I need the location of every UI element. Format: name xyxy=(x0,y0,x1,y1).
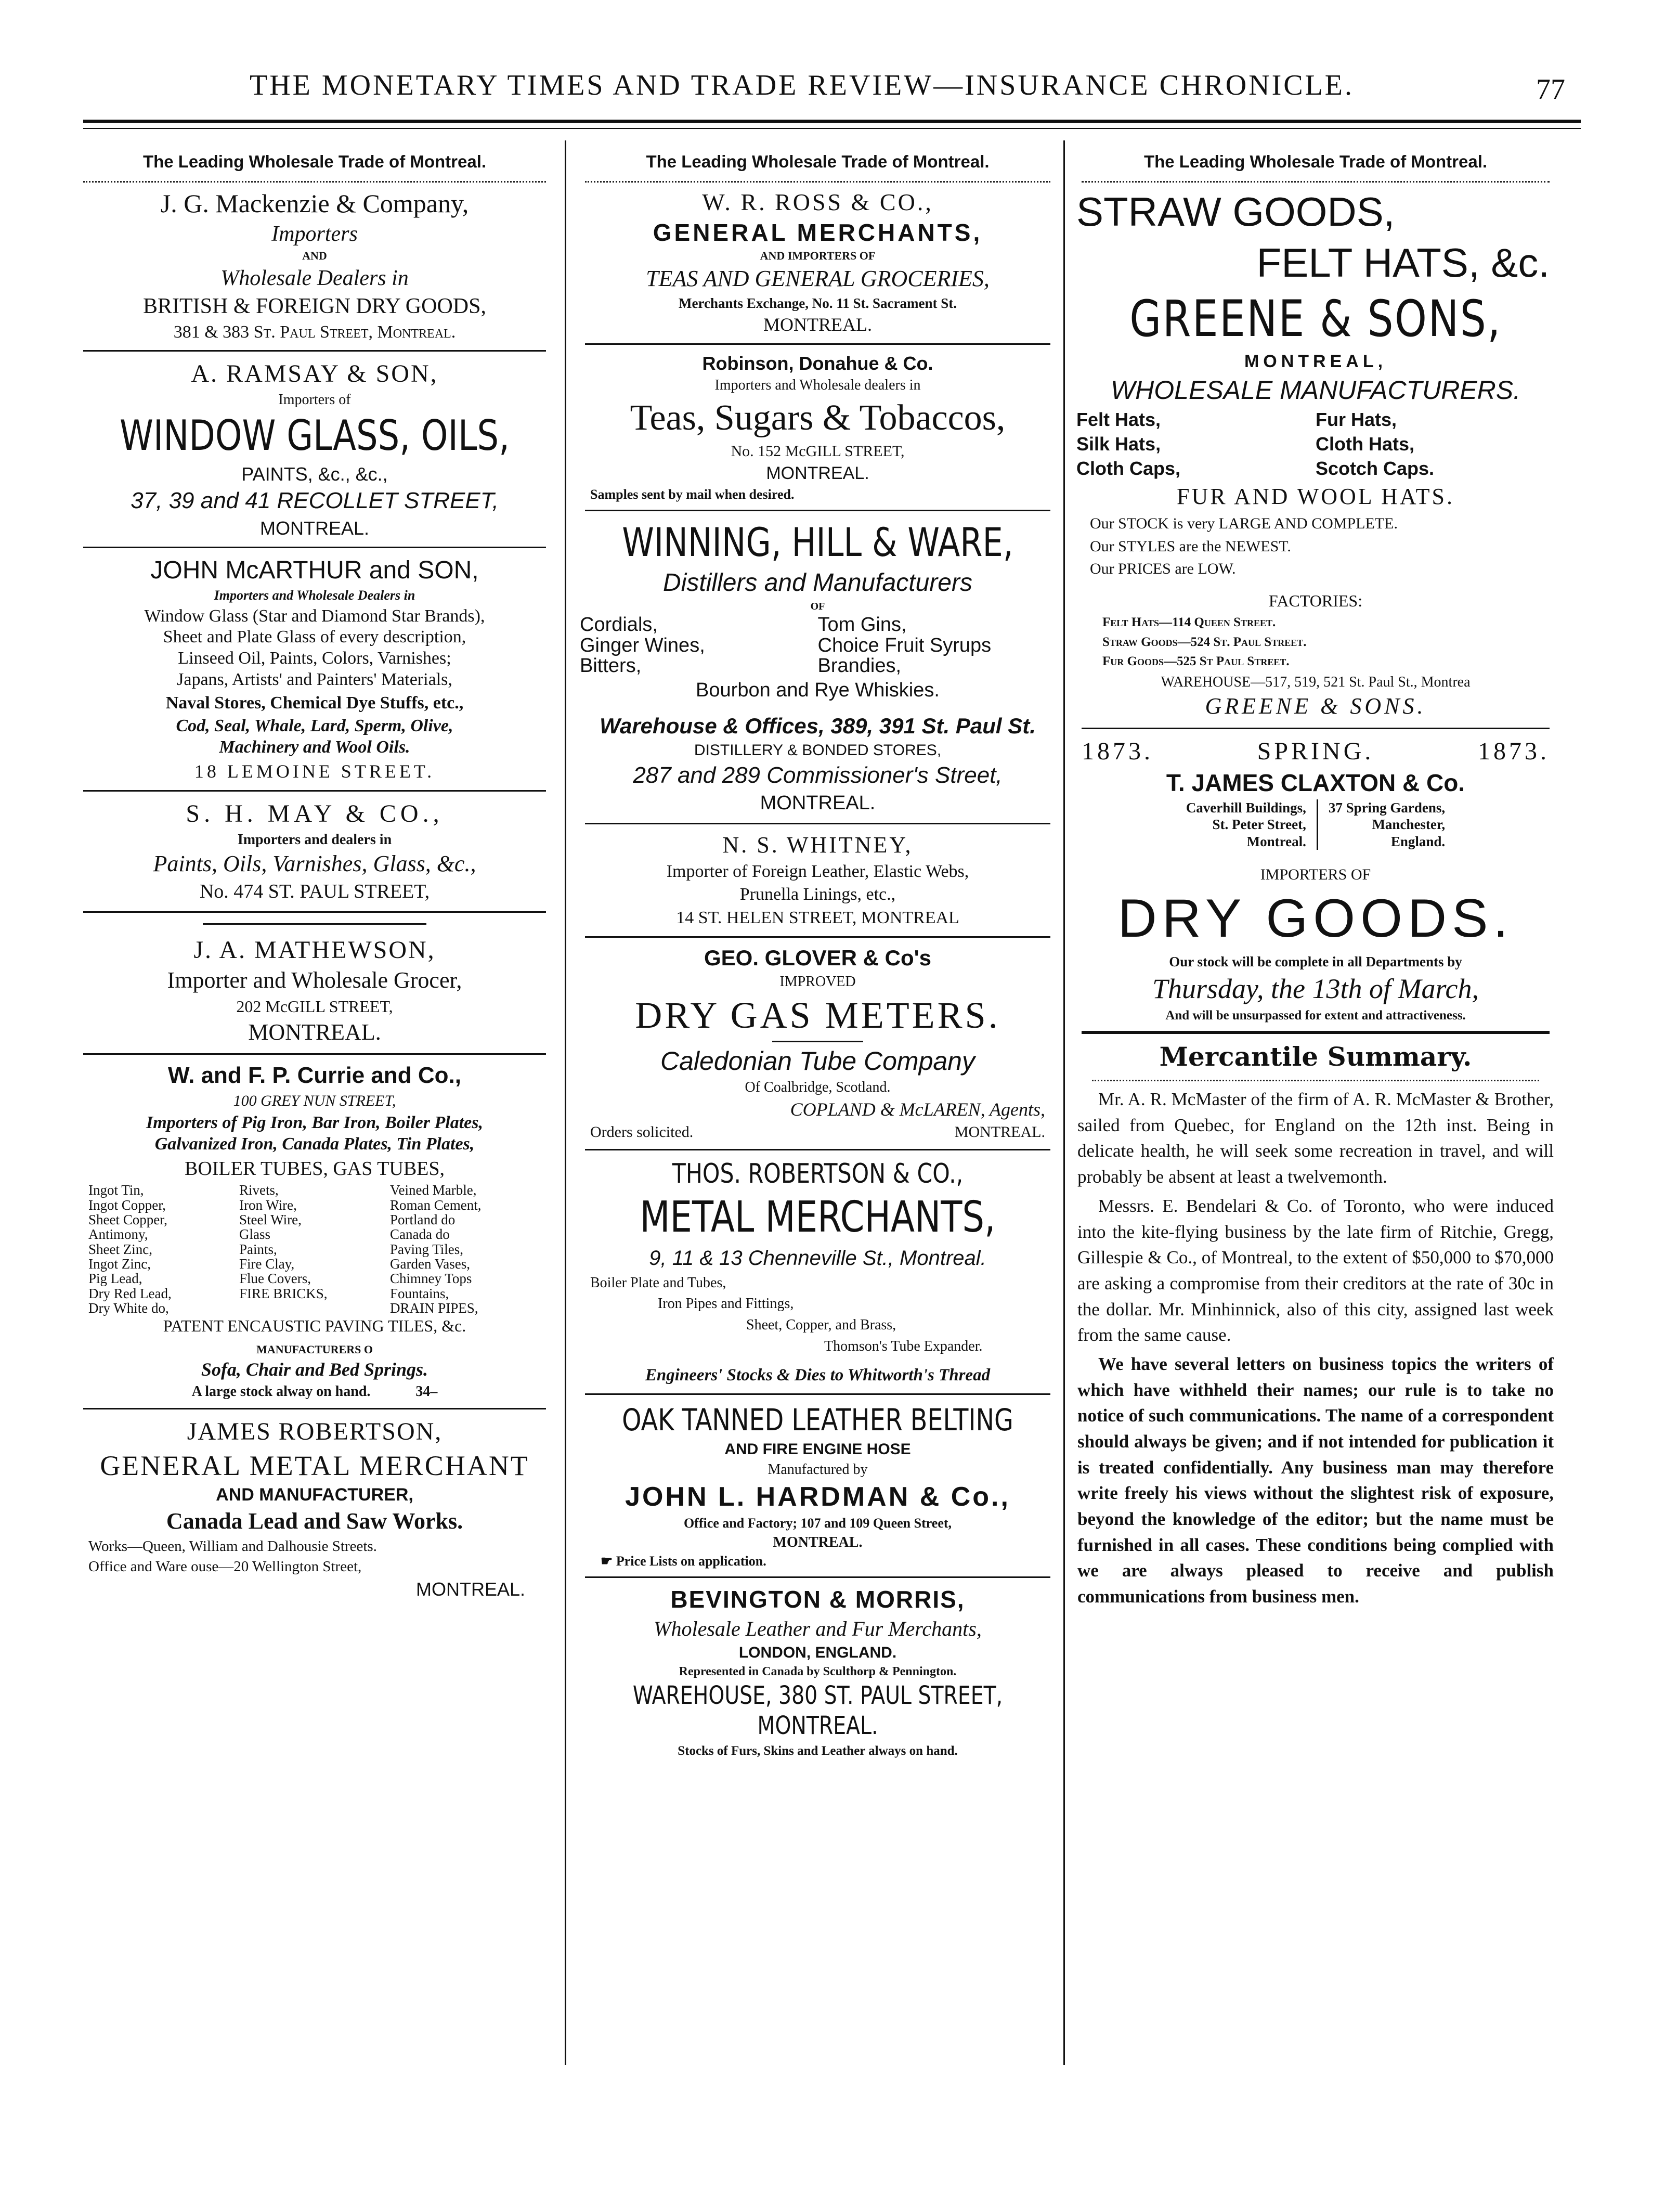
address-montreal xyxy=(1176,799,1318,850)
ad-address: 202 McGILL STREET, xyxy=(236,997,393,1016)
ad-headline: METAL MERCHANTS, xyxy=(640,1193,996,1243)
summary-paragraph: Messrs. E. Bendelari & Co. of Toronto, who were induced into the kite-flying business by the late firm of Ritchie, Gregg, Gillespie & Co., of Montreal, to the extent of $50,000 to $70,000 are asking a compromise from their creditors at the rate of 30c in the dollar. Mr. Minhinnick, also of this city, assigned last week from the same cause. xyxy=(1077,1195,1554,1346)
divider xyxy=(585,1576,1050,1578)
masthead-rule-thin xyxy=(83,128,1581,129)
goods-list xyxy=(73,1183,556,1315)
stock-note: A large stock alway on hand. xyxy=(191,1383,371,1400)
ad-line: Importer and Wholesale Grocer, xyxy=(167,967,462,993)
ad-address: 100 GREY NUN STREET, xyxy=(233,1092,396,1110)
ad-line: WHOLESALE MANUFACTURERS. xyxy=(1110,376,1521,405)
ad-robinson xyxy=(575,352,1061,502)
address-line: Manchester, xyxy=(1372,817,1446,833)
ad-title: BEVINGTON & MORRIS, xyxy=(670,1586,965,1613)
ad-line: Caledonian Tube Company xyxy=(660,1046,975,1076)
ad-line: Japans, Artists' and Painters' Materials, xyxy=(177,669,452,689)
ad-line: AND MANUFACTURER, xyxy=(216,1485,413,1505)
ad-line: Manufactured by xyxy=(768,1461,868,1478)
ad-line: Prunella Linings, etc., xyxy=(739,885,896,904)
ad-line xyxy=(575,1123,1061,1142)
ad-city: MONTREAL, xyxy=(1244,352,1387,372)
ad-address: WAREHOUSE, 380 ST. PAUL STREET, MONTREAL. xyxy=(632,1681,1003,1740)
ad-bevington xyxy=(575,1585,1061,1758)
ad-line: Thursday, the 13th of March, xyxy=(1152,973,1479,1005)
ad-headline: STRAW GOODS, xyxy=(1076,189,1395,235)
ad-line: BRITISH & FOREIGN DRY GOODS, xyxy=(142,294,486,319)
ad-line: PATENT ENCAUSTIC PAVING TILES, &c. xyxy=(163,1316,466,1335)
ad-line xyxy=(575,1553,1061,1569)
ad-address: Office and Factory; 107 and 109 Queen Street, xyxy=(683,1516,952,1531)
divider xyxy=(585,510,1050,511)
goods-item: Ingot Copper, xyxy=(88,1197,166,1213)
ad-address: 287 and 289 Commissioner's Street, xyxy=(633,762,1003,788)
ad-note: Samples sent by mail when desired. xyxy=(590,486,795,502)
ad-line: Engineers' Stocks & Dies to Whitworth's Thread xyxy=(645,1366,991,1385)
summary-paragraph: We have several letters on business topics the writers of which have withheld their names; our rule is to take no notice of such communications. The name of a correspondent should always be given; and if not intended for publication it is treated confidentially. Any business man may therefore write freely his views without the slightest risk of exposure, beyond the knowledge of the editor; but the name must be furnished in all cases. These conditions being complied with we are always pleased to receive and publish communications from business men. xyxy=(1077,1353,1554,1607)
goods-item: Antimony, xyxy=(88,1226,148,1243)
ad-line: Importers of xyxy=(278,391,351,408)
factory-line: Fur Goods—525 St Paul Street. xyxy=(1102,654,1290,669)
ad-line: Galvanized Iron, Canada Plates, Tin Plates, xyxy=(154,1134,475,1154)
masthead-rule xyxy=(83,120,1581,123)
year: 1873. xyxy=(1082,738,1153,766)
publication-title: THE MONETARY TIMES AND TRADE REVIEW—INSURANCE CHRONICLE. xyxy=(250,69,1355,101)
ad-line: Importers and Wholesale Dealers in xyxy=(214,588,415,603)
ad-line: AND IMPORTERS OF xyxy=(760,249,876,263)
ad-reference: 34– xyxy=(415,1383,438,1400)
ad-line: Warehouse & Offices, 389, 391 St. Paul St. xyxy=(600,713,1036,738)
wavy-divider xyxy=(585,176,1050,183)
ad-line: Importers and dealers in xyxy=(237,831,392,848)
ad-line: Wholesale Dealers in xyxy=(220,266,409,290)
summary-paragraph: Mr. A. R. McMaster of the firm of A. R. McMaster & Brother, sailed from Quebec, for England on the 12th inst. Being in delicate health, he will seek some recreation in travel, and will probably be absent at least a twelvemonth. xyxy=(1077,1089,1554,1187)
wavy-divider xyxy=(83,176,546,183)
ad-line: OF xyxy=(810,600,825,612)
ad-line: Canada Lead and Saw Works. xyxy=(166,1508,463,1534)
short-divider xyxy=(772,1041,863,1042)
wavy-divider xyxy=(1082,176,1550,183)
ad-city: MONTREAL. xyxy=(415,1578,525,1600)
ad-greene xyxy=(1071,188,1560,720)
ad-line: Window Glass (Star and Diamond Star Brands), xyxy=(144,606,485,626)
product-item: Ginger Wines, xyxy=(580,634,705,656)
ad-title: N. S. WHITNEY, xyxy=(722,832,913,858)
goods-item: Steel Wire, xyxy=(239,1212,302,1228)
ad-address: 14 ST. HELEN STREET, MONTREAL xyxy=(676,908,959,928)
ad-title: GEO. GLOVER & Co's xyxy=(704,945,932,970)
goods-item: Sheet Zinc, xyxy=(88,1241,152,1257)
year: 1873. xyxy=(1478,738,1550,766)
ad-mackenzie xyxy=(73,188,556,343)
ad-line: Importers xyxy=(271,222,358,246)
product-list xyxy=(575,615,1061,677)
ad-ross xyxy=(575,188,1061,336)
ad-line: Sheet and Plate Glass of every description, xyxy=(163,627,466,647)
product-list xyxy=(1071,408,1560,481)
hat-item: Felt Hats, xyxy=(1076,409,1161,431)
ad-mcarthur xyxy=(73,555,556,783)
ad-title: S. H. MAY & CO., xyxy=(186,800,444,828)
goods-item: Ingot Zinc, xyxy=(88,1256,151,1272)
factory-line: Straw Goods—524 St. Paul Street. xyxy=(1102,635,1307,649)
ad-line: Importers of Pig Iron, Bar Iron, Boiler Plates, xyxy=(146,1113,483,1133)
ad-mathewson xyxy=(73,935,556,1046)
address-line: England. xyxy=(1390,833,1446,849)
ad-line: COPLAND & McLAREN, Agents, xyxy=(790,1098,1045,1120)
ad-city: MONTREAL. xyxy=(248,1019,381,1045)
section-title: Mercantile Summary. xyxy=(1159,1041,1472,1072)
page-number: 77 xyxy=(1536,73,1565,106)
ad-title: J. G. Mackenzie & Company, xyxy=(160,189,469,218)
ad-headline: DRY GAS METERS. xyxy=(635,994,1000,1036)
ad-title: W. R. ROSS & CO., xyxy=(702,189,933,215)
orders-note: Orders solicited. xyxy=(590,1123,694,1141)
ad-line: Our stock will be complete in all Departments by xyxy=(1169,953,1462,969)
ad-title: A. RAMSAY & SON, xyxy=(191,360,438,388)
ad-signature: GREENE & SONS. xyxy=(1205,693,1426,719)
ad-glover xyxy=(575,945,1061,1142)
ad-headline: OAK TANNED LEATHER BELTING xyxy=(622,1402,1013,1438)
list-item: Boiler Plate and Tubes, xyxy=(590,1274,726,1291)
address-line: St. Peter Street, xyxy=(1212,817,1306,833)
ad-james-robertson xyxy=(73,1417,556,1600)
section-heading: The Leading Wholesale Trade of Montreal. xyxy=(646,152,990,171)
ad-title: JAMES ROBERTSON, xyxy=(187,1418,443,1446)
ad-line: Sofa, Chair and Bed Springs. xyxy=(201,1359,428,1380)
ad-address: 18 LEMOINE STREET. xyxy=(194,761,435,782)
season-line xyxy=(1071,736,1560,767)
ad-city: MONTREAL. xyxy=(763,314,872,335)
goods-item: Ingot Tin, xyxy=(88,1182,144,1198)
address-line: 37 Spring Gardens, xyxy=(1328,799,1446,816)
goods-item: Veined Marble, xyxy=(390,1182,477,1198)
ad-line: Distillers and Manufacturers xyxy=(663,569,972,597)
address-manchester xyxy=(1318,799,1455,850)
goods-item: Chimney Tops xyxy=(390,1271,472,1287)
goods-item: Dry Red Lead, xyxy=(88,1285,172,1301)
product-list xyxy=(575,1273,1061,1357)
product-item: Cordials, xyxy=(580,613,658,636)
divider xyxy=(585,1149,1050,1150)
stock-line: Our PRICES are LOW. xyxy=(1090,560,1236,578)
column-1 xyxy=(73,140,556,2060)
wavy-divider xyxy=(1092,1075,1539,1081)
goods-item xyxy=(239,1301,390,1315)
divider xyxy=(83,1053,546,1055)
ad-ramsay xyxy=(73,359,556,539)
column-3 xyxy=(1071,140,1560,2060)
stock-line: Our STOCK is very LARGE AND COMPLETE. xyxy=(1090,515,1398,533)
ad-line: Cod, Seal, Whale, Lard, Sperm, Olive, xyxy=(176,716,453,736)
hat-item: Scotch Caps. xyxy=(1316,457,1435,479)
ad-line: MANUFACTURERS O xyxy=(256,1342,373,1356)
ad-line: Bourbon and Rye Whiskies. xyxy=(696,679,940,702)
ad-line: Importer of Foreign Leather, Elastic Webs, xyxy=(666,861,969,881)
goods-item: Iron Wire, xyxy=(239,1197,297,1213)
product-item: Brandies, xyxy=(817,655,902,677)
goods-item: Flue Covers, xyxy=(239,1271,311,1287)
divider xyxy=(1082,728,1550,729)
address-line: Montreal. xyxy=(1246,833,1306,849)
ad-hardman xyxy=(575,1402,1061,1570)
ad-line: Machinery and Wool Oils. xyxy=(219,738,410,757)
address-block xyxy=(1071,799,1560,850)
ad-headline: FELT HATS, &c. xyxy=(1256,239,1550,286)
divider xyxy=(83,547,546,548)
ad-line: Naval Stores, Chemical Dye Stuffs, etc., xyxy=(165,693,464,713)
hat-item: Cloth Caps, xyxy=(1076,457,1181,479)
ad-line: Of Coalbridge, Scotland. xyxy=(745,1079,891,1096)
ad-headline: WINDOW GLASS, OILS, xyxy=(120,411,510,460)
list-item: Iron Pipes and Fittings, xyxy=(658,1296,794,1312)
ad-winning xyxy=(575,519,1061,816)
summary-body xyxy=(1071,1086,1560,1610)
address-line: Caverhill Buildings, xyxy=(1186,799,1306,816)
divider xyxy=(83,790,546,792)
list-item: Sheet, Copper, and Brass, xyxy=(746,1317,896,1334)
goods-item: Glass xyxy=(239,1226,270,1243)
divider xyxy=(83,1408,546,1409)
divider xyxy=(585,823,1050,824)
ad-title: JOHN L. HARDMAN & Co., xyxy=(625,1482,1010,1512)
goods-item: Pig Lead, xyxy=(88,1271,142,1287)
ad-line: IMPROVED xyxy=(779,974,856,990)
ad-line: Stocks of Furs, Skins and Leather always on hand. xyxy=(678,1743,958,1758)
column-2 xyxy=(575,140,1061,2060)
ad-headline: Teas, Sugars & Tobaccos, xyxy=(630,397,1006,438)
goods-item: Fountains, xyxy=(390,1285,449,1301)
ad-address: 381 & 383 St. Paul Street, Montreal. xyxy=(173,322,456,342)
ad-headline: GENERAL METAL MERCHANT xyxy=(100,1450,529,1481)
ad-title: W. and F. P. Currie and Co., xyxy=(168,1063,461,1089)
ad-line xyxy=(73,1383,556,1401)
ad-line: Office and Ware ouse—20 Wellington Street, xyxy=(88,1558,362,1575)
ad-line: PAINTS, &c., &c., xyxy=(241,463,388,485)
ad-thos-robertson xyxy=(575,1158,1061,1386)
ad-line: AND xyxy=(302,249,327,263)
factory-line: Felt Hats—114 Queen Street. xyxy=(1102,615,1276,630)
ad-line: And will be unsurpassed for extent and attractiveness. xyxy=(1165,1008,1466,1023)
season: SPRING. xyxy=(1257,738,1374,766)
ad-line: Represented in Canada by Sculthorp & Pennington. xyxy=(679,1664,957,1678)
divider xyxy=(585,1393,1050,1395)
goods-item: Portland do xyxy=(390,1212,456,1228)
goods-item: Paints, xyxy=(239,1241,277,1257)
column-divider xyxy=(1063,140,1065,2065)
goods-item: Fire Clay, xyxy=(239,1256,295,1272)
ad-address: No. 474 ST. PAUL STREET, xyxy=(199,881,430,903)
goods-item: Canada do xyxy=(390,1226,450,1243)
product-item: Bitters, xyxy=(580,655,642,677)
ad-city: MONTREAL. xyxy=(954,1123,1045,1141)
goods-item: Dry White do, xyxy=(88,1300,169,1316)
hat-item: Cloth Hats, xyxy=(1316,433,1415,455)
ad-title: THOS. ROBERTSON & CO., xyxy=(672,1158,964,1190)
ad-city: MONTREAL. xyxy=(259,517,370,539)
goods-item: DRAIN PIPES, xyxy=(390,1300,478,1316)
ad-line: BOILER TUBES, GAS TUBES, xyxy=(184,1157,445,1180)
ad-line: DISTILLERY & BONDED STORES, xyxy=(694,742,942,759)
ad-address: No. 152 McGILL STREET, xyxy=(731,442,905,460)
divider xyxy=(1082,1031,1550,1034)
divider xyxy=(83,350,546,352)
ad-line: TEAS AND GENERAL GROCERIES, xyxy=(646,265,990,291)
masthead xyxy=(83,69,1581,110)
ad-may xyxy=(73,799,556,904)
ad-line: Wholesale Leather and Fur Merchants, xyxy=(654,1616,982,1640)
ad-headline: GENERAL MERCHANTS, xyxy=(653,219,983,247)
ad-title: Robinson, Donahue & Co. xyxy=(702,353,933,374)
list-item: Thomson's Tube Expander. xyxy=(824,1338,983,1354)
hat-item: Silk Hats, xyxy=(1076,433,1161,455)
hat-item: Fur Hats, xyxy=(1316,409,1397,431)
product-item: Choice Fruit Syrups xyxy=(817,634,992,656)
stock-notes xyxy=(1090,512,1560,580)
stock-line: Our STYLES are the NEWEST. xyxy=(1090,537,1291,555)
section-heading: The Leading Wholesale Trade of Montreal. xyxy=(1143,152,1488,171)
ad-line: Works—Queen, William and Dalhousie Streets. xyxy=(88,1538,377,1555)
ad-address: 37, 39 and 41 RECOLLET STREET, xyxy=(131,487,499,513)
pointing-hand-icon: ☛ xyxy=(601,1554,613,1569)
short-divider xyxy=(203,923,426,925)
ad-title: WINNING, HILL & WARE, xyxy=(622,519,1013,565)
goods-item: Paving Tiles, xyxy=(390,1241,464,1257)
divider xyxy=(585,936,1050,938)
price-note: Price Lists on application. xyxy=(616,1554,766,1569)
mercantile-summary xyxy=(1071,1041,1560,1610)
ad-whitney xyxy=(575,832,1061,929)
ad-line: Paints, Oils, Varnishes, Glass, &c., xyxy=(153,851,476,877)
ad-title: T. JAMES CLAXTON & Co. xyxy=(1166,769,1465,796)
ad-title: JOHN McARTHUR and SON, xyxy=(150,556,479,584)
goods-item: Garden Vases, xyxy=(390,1256,470,1272)
divider xyxy=(585,343,1050,345)
ad-address: Merchants Exchange, No. 11 St. Sacrament St. xyxy=(679,295,957,311)
ad-line: FACTORIES: xyxy=(1268,591,1363,610)
goods-item: Sheet Copper, xyxy=(88,1212,167,1228)
goods-item: Rivets, xyxy=(239,1182,279,1198)
ad-headline: DRY GOODS. xyxy=(1117,888,1514,949)
ad-line: AND FIRE ENGINE HOSE xyxy=(724,1441,911,1458)
ad-city: MONTREAL. xyxy=(766,463,869,483)
ad-address: WAREHOUSE—517, 519, 521 St. Paul St., Montrea xyxy=(1161,674,1471,690)
ad-line: Importers and Wholesale dealers in xyxy=(714,377,921,394)
goods-item: FIRE BRICKS, xyxy=(239,1285,328,1301)
ad-title: GREENE & SONS, xyxy=(1129,290,1502,348)
ad-city: MONTREAL. xyxy=(773,1534,863,1550)
ad-line: Linseed Oil, Paints, Colors, Varnishes; xyxy=(178,649,451,668)
goods-item: Roman Cement, xyxy=(390,1197,482,1213)
ad-city: MONTREAL. xyxy=(760,792,876,814)
ad-line: FUR AND WOOL HATS. xyxy=(1176,483,1455,509)
column-divider xyxy=(565,140,566,2065)
product-item: Tom Gins, xyxy=(817,613,907,636)
ad-claxton xyxy=(1071,736,1560,1024)
factories-list xyxy=(1102,613,1560,671)
ad-body xyxy=(73,606,556,691)
ad-title: J. A. MATHEWSON, xyxy=(193,936,436,964)
section-heading: The Leading Wholesale Trade of Montreal. xyxy=(142,152,487,171)
divider xyxy=(83,911,546,913)
ad-address: 9, 11 & 13 Chenneville St., Montreal. xyxy=(649,1246,986,1270)
ad-line: LONDON, ENGLAND. xyxy=(738,1644,897,1661)
ad-line: IMPORTERS OF xyxy=(1260,866,1371,884)
ad-currie xyxy=(73,1062,556,1401)
